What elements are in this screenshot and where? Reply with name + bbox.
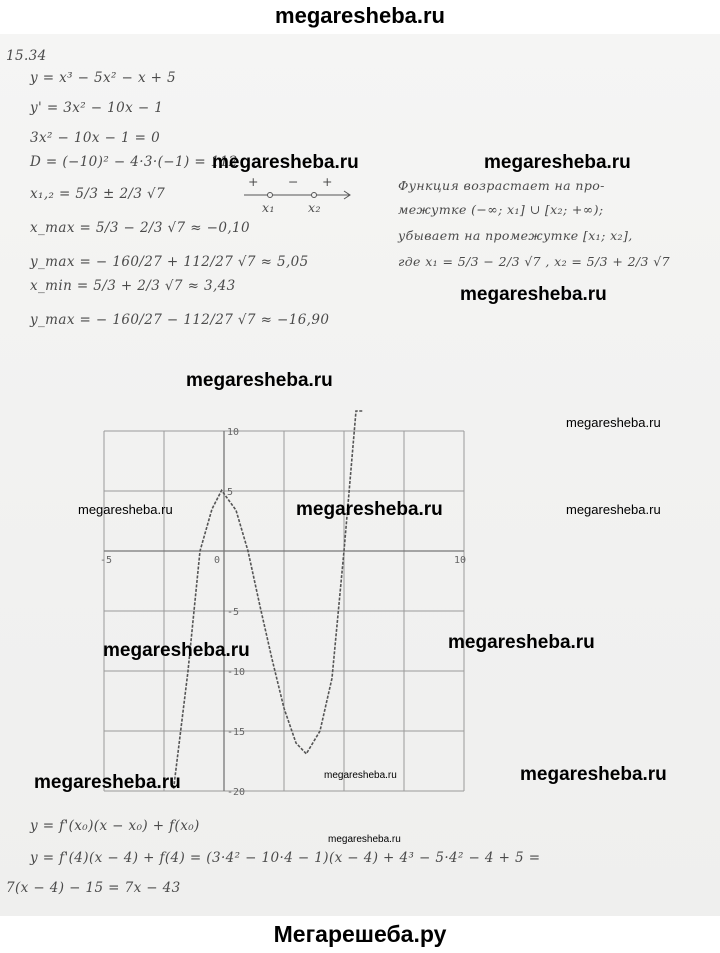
site-footer: Мегарешеба.ру (0, 916, 720, 953)
function-curve (174, 411, 364, 789)
conclusion-line-3: убывает на промежутке [x₁; x₂], (398, 228, 633, 243)
watermark: megaresheba.ru (78, 502, 173, 517)
point-x1-label: x₁ (262, 200, 275, 215)
conclusion-line-1: Функция возрастает на про- (398, 178, 605, 193)
solution-line-8: x_min = 5/3 + 2/3 √7 ≈ 3,43 (30, 278, 236, 294)
sign-plus-left: + (248, 174, 259, 189)
watermark: megaresheba.ru (566, 415, 661, 430)
solution-line-6: x_max = 5/3 − 2/3 √7 ≈ −0,10 (30, 220, 251, 236)
watermark: megaresheba.ru (484, 152, 631, 173)
watermark: megaresheba.ru (296, 499, 443, 520)
sign-plus-right: + (322, 174, 333, 189)
x-tick-label: 10 (454, 555, 467, 566)
watermark: megaresheba.ru (186, 370, 333, 391)
watermark: megaresheba.ru (212, 152, 359, 173)
solution-line-4: D = (−10)² − 4·3·(−1) = 112 (30, 154, 238, 170)
watermark: megaresheba.ru (566, 502, 661, 517)
scanned-notebook-page (0, 34, 720, 916)
watermark: megaresheba.ru (103, 640, 250, 661)
watermark: megaresheba.ru (328, 834, 401, 845)
site-header: megaresheba.ru (0, 0, 720, 34)
conclusion-line-2: межутке (−∞; x₁] ∪ [x₂; +∞); (398, 202, 604, 217)
y-tick-label: -10 (227, 667, 246, 678)
y-tick-label: 10 (227, 427, 240, 438)
solution-line-1: y = x³ − 5x² − x + 5 (30, 70, 177, 86)
watermark: megaresheba.ru (448, 632, 595, 653)
solution-line-2: y' = 3x² − 10x − 1 (30, 100, 164, 116)
x-tick-label: 0 (214, 555, 221, 566)
solution-line-5: x₁,₂ = 5/3 ± 2/3 √7 (30, 186, 166, 202)
y-tick-label: -5 (227, 607, 240, 618)
solution-line-9: y_max = − 160/27 − 112/27 √7 ≈ −16,90 (30, 312, 330, 328)
problem-number: 15.34 (6, 48, 47, 64)
conclusion-line-4: где x₁ = 5/3 − 2/3 √7 , x₂ = 5/3 + 2/3 √7 (398, 254, 670, 269)
tangent-line-3: 7(x − 4) − 15 = 7x − 43 (6, 880, 181, 896)
watermark: megaresheba.ru (460, 284, 607, 305)
y-tick-label: -15 (227, 727, 246, 738)
solution-line-3: 3x² − 10x − 1 = 0 (30, 130, 161, 146)
tangent-line-1: y = f'(x₀)(x − x₀) + f(x₀) (30, 818, 200, 834)
point-x2-label: x₂ (308, 200, 321, 215)
watermark: megaresheba.ru (520, 764, 667, 785)
tangent-line-2: y = f'(4)(x − 4) + f(4) = (3·4² − 10·4 − 1)(x − 4) + 4³ − 5·4² − 4 + 5 = (30, 850, 541, 866)
watermark: megaresheba.ru (324, 770, 397, 781)
y-tick-label: 5 (227, 487, 234, 498)
solution-line-7: y_max = − 160/27 + 112/27 √7 ≈ 5,05 (30, 254, 309, 270)
x-tick-label: -5 (100, 555, 113, 566)
y-tick-label: -20 (227, 787, 246, 798)
watermark: megaresheba.ru (34, 772, 181, 793)
sign-minus: − (288, 174, 299, 189)
